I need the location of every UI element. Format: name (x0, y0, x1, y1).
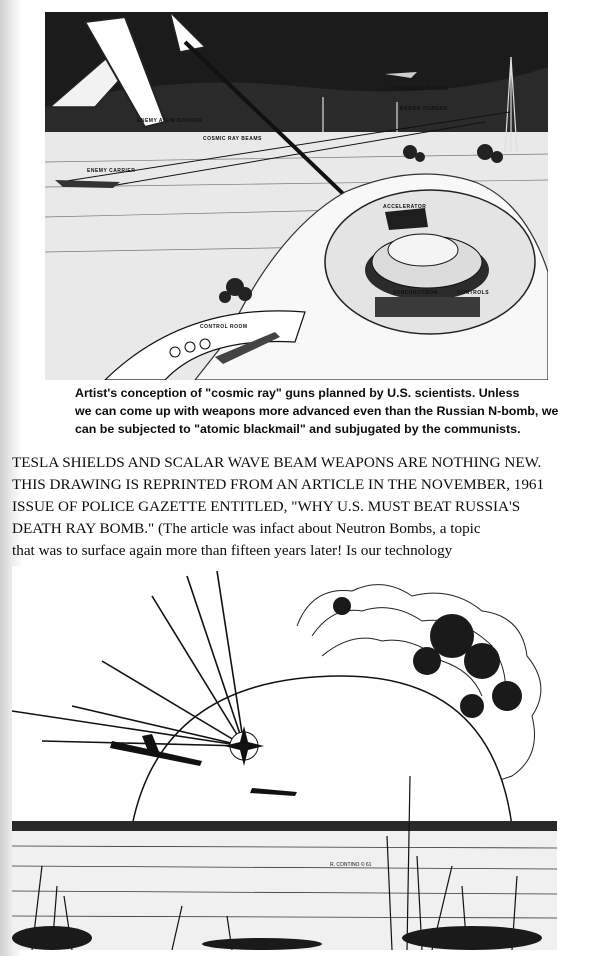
label-controls: CONTROLS (457, 290, 490, 296)
accelerator-dome (325, 190, 535, 334)
label-cosmic-ray-beams: COSMIC RAY BEAMS (203, 136, 262, 142)
label-control-room: CONTROL ROOM (200, 324, 248, 330)
caption-line-1: Artist's conception of "cosmic ray" guns planned by U.S. scientists. Unless (75, 386, 520, 400)
label-defending-planes: DEFENDING PLANES (390, 86, 450, 92)
caption-line-3: can be subjected to "atomic blackmail" and subjugated by the communists. (75, 422, 521, 436)
caption-line-2: we can come up with weapons more advanced even than the Russian N-bomb, we (75, 404, 559, 418)
label-synchrotron: SYNCHROTRON (393, 290, 438, 296)
cosmic-ray-gun-illustration (45, 12, 548, 380)
label-enemy-carrier: ENEMY CARRIER (87, 168, 136, 174)
label-radar-towers: RADAR TOWERS (400, 106, 448, 112)
body-paragraph (12, 452, 600, 584)
artist-signature: R. CONTINO © 61 (330, 862, 372, 868)
death-ray-bomb-illustration (12, 566, 557, 950)
body-line-5: that was to surface again more than fifteen years later! Is our technology (12, 542, 453, 559)
label-enemy-bomber: ENEMY ATOM BOMBER (137, 118, 203, 124)
body-line-3: ISSUE OF POLICE GAZETTE ENTITLED, "WHY U.S. MUST BEAT RUSSIA'S (12, 498, 521, 515)
label-accelerator: ACCELERATOR (383, 204, 427, 210)
body-line-2: THIS DRAWING IS REPRINTED FROM AN ARTICLE IN THE NOVEMBER, 1961 (12, 476, 545, 493)
energy-dome (132, 676, 512, 826)
figure-caption (75, 384, 559, 438)
body-line-1: TESLA SHIELDS AND SCALAR WAVE BEAM WEAPONS ARE NOTHING NEW. (12, 454, 542, 471)
body-line-4: DEATH RAY BOMB." (The article was infact about Neutron Bombs, a topic (12, 520, 481, 537)
